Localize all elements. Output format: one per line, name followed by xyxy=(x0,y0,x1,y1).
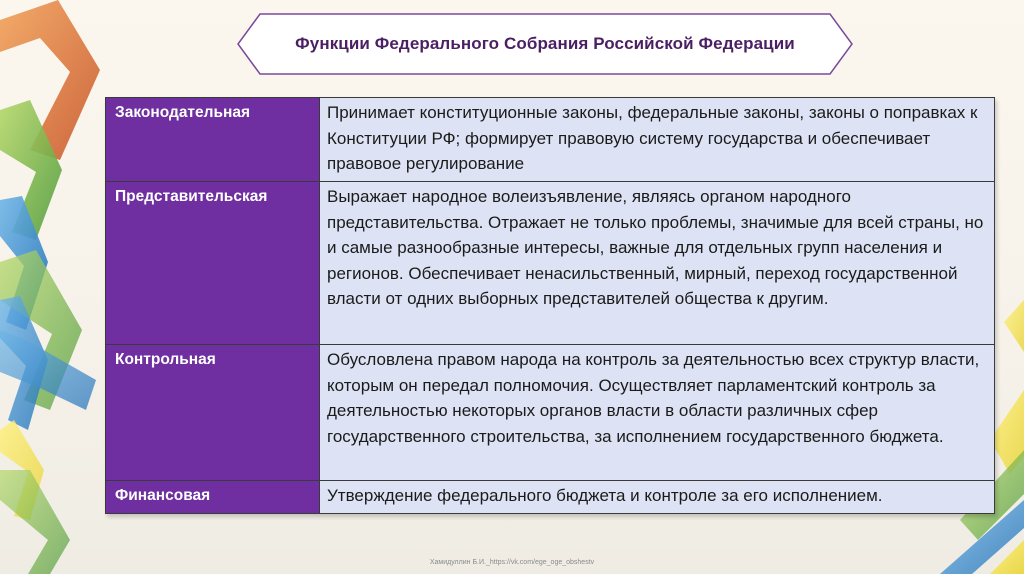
table-row xyxy=(106,481,995,514)
function-name: Представительская xyxy=(106,182,320,345)
table-row xyxy=(106,182,995,345)
functions-table xyxy=(105,97,995,514)
function-description: Принимает конституционные законы, федеральные законы, законы о поправках к Конституции РФ; формирует правовую систему государства и обеспечивает правовое регулирование xyxy=(320,98,995,182)
footer-credit: Хамидуллин Б.И._https://vk.com/ege_oge_obshestv xyxy=(429,559,595,566)
function-name: Законодательная xyxy=(106,98,320,182)
function-description: Утверждение федерального бюджета и контроле за его исполнением. xyxy=(320,481,995,514)
function-description: Обусловлена правом народа на контроль за деятельностью всех структур власти, которым он передал полномочия. Осуществляет парламентский контроль за деятельностью некоторых органов власти в области различных сфер государственного строительства, за исполнением государственного бюджета. xyxy=(320,345,995,481)
function-name: Контрольная xyxy=(106,345,320,481)
function-description: Выражает народное волеизъявление, являясь органом народного представительства. Отражает не только проблемы, значимые для всей страны, но и самые разнообразные интересы, важные для отдельных групп населения и регионов. Обеспечивает ненасильственный, мирный, переход государственной власти от одних выборных представителей общества к другим. xyxy=(320,182,995,345)
title-banner xyxy=(236,12,854,76)
table-row xyxy=(106,98,995,182)
function-name: Финансовая xyxy=(106,481,320,514)
table-row xyxy=(106,345,995,481)
page-title: Функции Федерального Собрания Российской Федерации xyxy=(295,34,795,53)
